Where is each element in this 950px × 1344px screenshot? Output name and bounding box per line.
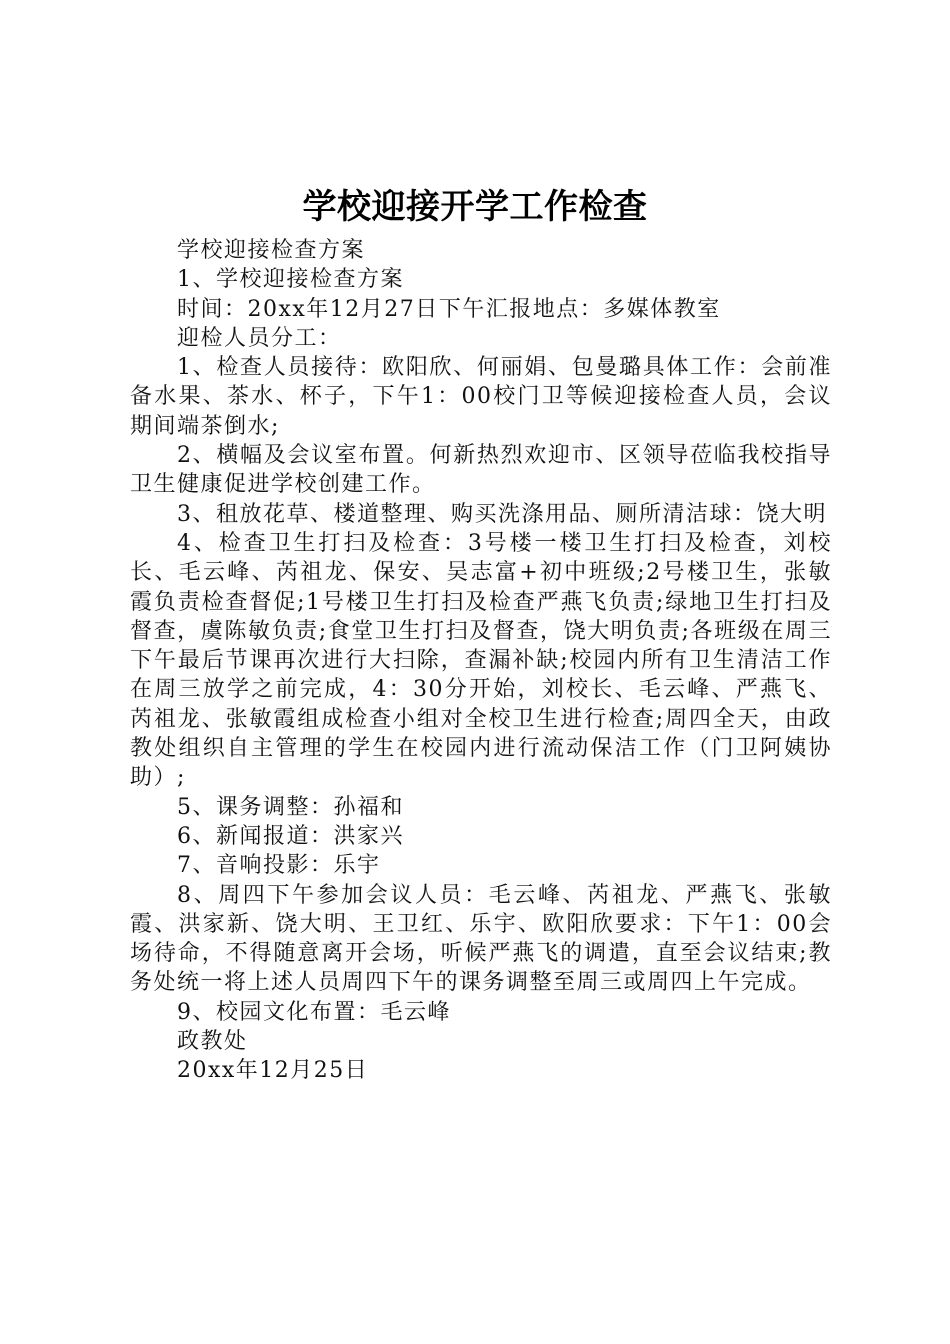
paragraph-item-3-flowers: 3、租放花草、楼道整理、购买洗涤用品、厕所清洁球：饶大明 [177,501,827,527]
paragraph-plan-subheading: 1、学校迎接检查方案 [177,267,404,293]
paragraph-item-9-culture: 9、校园文化布置：毛云峰 [177,999,451,1025]
paragraph-time-location: 时间：20xx年12月27日下午汇报地点：多媒体教室 [177,296,721,322]
paragraph-item-8-meeting: 8、周四下午参加会议人员：毛云峰、芮祖龙、严燕飞、张敏霞、洪家新、饶大明、王卫红、乐宇、欧阳欣要求：下午1：00会场待命，不得随意离开会场，听候严燕飞的调遣，直至会议结束;教务处统一将上述人员周四下午的课务调整至周三或周四上午完成。 [130,882,832,996]
paragraph-staff-division: 迎检人员分工： [177,325,342,351]
paragraph-item-1-reception: 1、检查人员接待：欧阳欣、何丽娟、包曼璐具体工作：会前准备水果、茶水、杯子，下午1：00校门卫等候迎接检查人员，会议期间端茶倒水; [130,355,832,439]
paragraph-item-6-news: 6、新闻报道：洪家兴 [177,823,404,849]
document-title: 学校迎接开学工作检查 [302,187,648,227]
paragraph-item-2-banner: 2、横幅及会议室布置。何新热烈欢迎市、区领导莅临我校指导卫生健康促进学校创建工作。 [130,443,832,498]
signature-department: 政教处 [177,1029,248,1055]
paragraph-item-5-schedule: 5、课务调整：孙福和 [177,794,404,820]
signature-date: 20xx年12月25日 [177,1058,369,1084]
paragraph-item-4-cleaning: 4、检查卫生打扫及检查：3号楼一楼卫生打扫及检查，刘校长、毛云峰、芮祖龙、保安、吴志富+初中班级;2号楼卫生，张敏霞负责检查督促;1号楼卫生打扫及检查严燕飞负责;绿地卫生打扫及督查，虞陈敏负责;食堂卫生打扫及督查，饶大明负责;各班级在周三下午最后节课再次进行大扫除，查漏补缺;校园内所有卫生清洁工作在周三放学之前完成，4：30分开始，刘校长、毛云峰、严燕飞、芮祖龙、张敏霞组成检查小组对全校卫生进行检查;周四全天，由政教处组织自主管理的学生在校园内进行流动保洁工作（门卫阿姨协助）; [130,530,832,791]
paragraph-item-7-audio: 7、音响投影：乐宇 [177,853,381,879]
paragraph-plan-heading: 学校迎接检查方案 [177,238,366,263]
document-body [130,236,832,1086]
